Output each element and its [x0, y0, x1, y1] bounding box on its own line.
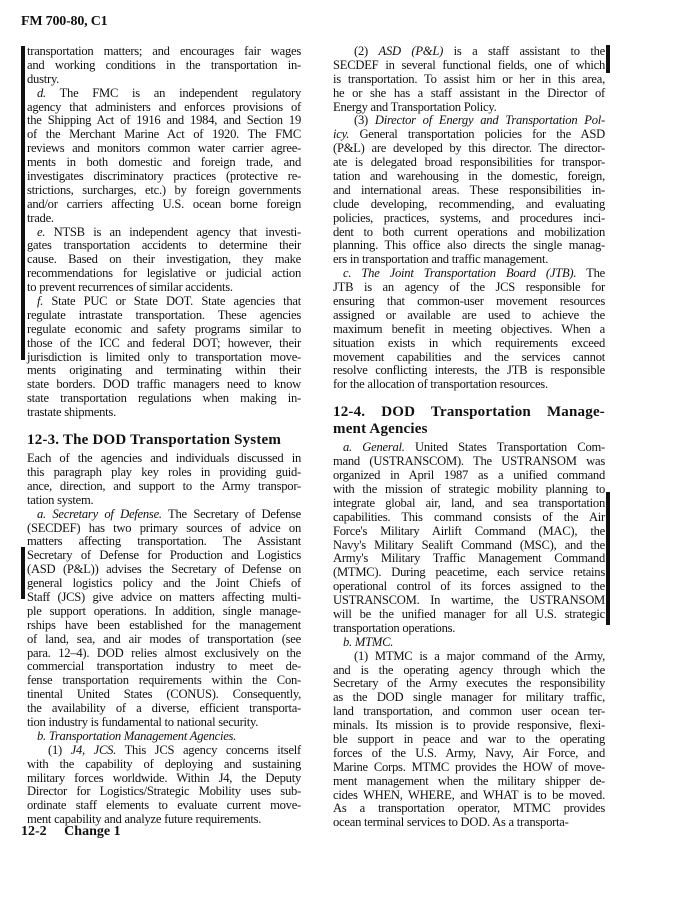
paragraph — [27, 295, 301, 420]
text-run: Marine Corps. MTMC provides the HOW of move- — [333, 759, 605, 774]
text-line — [27, 647, 301, 661]
text-run: forces of the U.S. Army, Navy, Air Force, and — [333, 745, 605, 760]
text-line — [27, 688, 301, 702]
text-run: fense transportation requirements within the Con- — [27, 673, 301, 688]
text-run: Force's Military Airlift Command (MAC), the — [333, 523, 605, 538]
italic-run: Director of Energy and Transportation Pol- — [374, 113, 605, 128]
paragraph — [333, 441, 605, 635]
text-line — [333, 184, 605, 198]
heading-line: ment Agencies — [333, 421, 428, 438]
paragraph — [333, 114, 605, 267]
change-bar — [606, 45, 610, 73]
text-line — [27, 392, 301, 406]
text-run: military forces worldwide. Within J4, the Deputy — [27, 770, 301, 785]
text-run: ments in both domestic and foreign trade, and — [27, 155, 301, 170]
text-line — [333, 650, 605, 664]
text-run: resolve conflicting interests, the JTB is responsible — [333, 363, 605, 378]
text-run: of land, sea, and air modes of transportation (see — [27, 631, 301, 646]
text-run: tinental United States (CONUS). Consequently, — [27, 687, 301, 702]
text-run: ensuring that common-user movement resources — [333, 294, 605, 309]
text-run: NTSB is an independent agency that investi- — [45, 224, 301, 239]
text-line — [27, 660, 301, 674]
text-line — [333, 608, 605, 622]
text-line — [27, 378, 301, 392]
paragraph — [27, 744, 301, 827]
text-run: As a transportation operator, MTMC provides — [333, 801, 605, 816]
text-line — [27, 730, 301, 744]
text-run: clude developing, recommending, and evaluating — [333, 196, 605, 211]
text-run: agency that administers and enforces provisions of — [27, 99, 301, 114]
text-line — [27, 674, 301, 688]
text-run: ble support in peace and war to the operating — [333, 731, 605, 746]
text-run: will be the unified manager for all U.S. strategic — [333, 606, 605, 621]
text-line — [333, 87, 605, 101]
text-line — [333, 281, 605, 295]
section-heading — [27, 432, 301, 449]
text-line — [27, 494, 301, 508]
text-line — [333, 323, 605, 337]
text-run: planning. This office also directs the single manag- — [333, 238, 605, 253]
text-line — [333, 73, 605, 87]
text-run: as the DOD single manager for military traffic, — [333, 690, 605, 705]
text-run: jurisdiction is limited only to transportation move- — [27, 349, 301, 364]
text-run: the Shipping Act of 1916 and 1984, and Section 19 — [27, 113, 301, 128]
text-run: Director for Logistics/Strategic Mobility uses sub- — [27, 784, 301, 799]
text-line — [333, 539, 605, 553]
paragraph — [27, 508, 301, 730]
change-label: Change 1 — [64, 824, 121, 839]
text-line — [333, 525, 605, 539]
text-run: This JCS agency concerns itself — [116, 742, 301, 757]
text-run: investigates discriminatory practices (protective re- — [27, 169, 301, 184]
text-run: is a staff assistant to the — [443, 44, 605, 58]
text-line — [27, 406, 301, 420]
text-run: JTB is an agency of the JCS responsible for — [333, 280, 605, 295]
text-run: is transportation. To assist him or her in this area, — [333, 71, 605, 86]
italic-run: f. — [37, 294, 44, 309]
text-line — [27, 212, 301, 226]
text-line — [333, 198, 605, 212]
paragraph — [333, 267, 605, 392]
text-line — [333, 747, 605, 761]
text-run: ance, direction, and support to the Army transpor- — [27, 478, 301, 493]
text-run: matters affecting transportation. The Assistant — [27, 534, 301, 549]
italic-run: e. — [37, 224, 46, 239]
text-run: ordinate staff elements to evaluate current move- — [27, 798, 301, 813]
text-line — [333, 483, 605, 497]
text-line — [333, 455, 605, 469]
text-line — [333, 691, 605, 705]
text-line — [333, 802, 605, 816]
text-line — [333, 267, 605, 281]
text-run: commercial transportation industry to meet de- — [27, 659, 301, 674]
text-run: gates transportation accidents to determine their — [27, 238, 301, 253]
text-run: general logistics policy and the Joint Chiefs of — [27, 576, 301, 591]
text-run: with the mission of strategic mobility planning to — [333, 481, 605, 496]
text-run: (3) — [354, 113, 375, 128]
change-bar — [21, 46, 25, 360]
text-line — [27, 87, 301, 101]
text-run: Secretary of the Army executes the responsibility — [333, 676, 605, 691]
text-line — [333, 441, 605, 455]
text-run: tion industry is fundamental to national security. — [27, 714, 259, 729]
italic-run: d. — [37, 85, 46, 100]
text-run: ocean terminal services to DOD. As a transporta- — [333, 815, 569, 830]
text-run: (MTMC). During peacetime, each service retains — [333, 565, 605, 580]
text-run: (SECDEF) has two primary sources of advice on — [27, 520, 301, 535]
text-run: Army's Military Traffic Management Command — [333, 551, 605, 566]
text-run: cides WHEN, WHERE, and WHAT is to be moved. — [333, 787, 605, 802]
text-run: and is the operating agency through which the — [333, 662, 605, 677]
text-run: movement capabilities and the services cannot — [333, 349, 605, 364]
text-run: he or she has a staff assistant in the Director of — [333, 85, 605, 100]
italic-run: J4, JCS. — [70, 742, 117, 757]
text-line — [333, 594, 605, 608]
change-bar — [21, 547, 25, 599]
text-run: State PUC or State DOT. State agencies that — [43, 294, 301, 309]
text-line — [333, 309, 605, 323]
text-run: (2) — [354, 44, 379, 58]
text-run: policies, practices, systems, and procedures inci- — [333, 210, 605, 225]
text-line — [333, 378, 605, 392]
text-run: land transportation, and common user ocean ter- — [333, 704, 605, 719]
text-run: state transportation regulations when making in- — [27, 391, 301, 406]
text-line — [27, 101, 301, 115]
text-line — [27, 508, 301, 522]
text-run: strictions, surcharges, etc.) by foreign governments — [27, 182, 301, 197]
text-line — [27, 577, 301, 591]
text-run: minals. Its mission is to provide responsive, flexi- — [333, 718, 605, 733]
text-line — [27, 522, 301, 536]
text-line — [27, 156, 301, 170]
text-run: The FMC is an independent regulatory — [45, 85, 301, 100]
text-line — [27, 799, 301, 813]
text-line — [333, 469, 605, 483]
text-line — [333, 295, 605, 309]
text-line — [333, 511, 605, 525]
text-line — [333, 552, 605, 566]
heading-line: 12-3. The DOD Transportation System — [27, 432, 282, 449]
text-line — [27, 281, 301, 295]
text-run: assigned or available are used to achieve the — [333, 307, 605, 322]
text-line — [27, 45, 301, 59]
change-bar — [606, 492, 610, 625]
text-line — [333, 156, 605, 170]
text-run: Each of the agencies and individuals discussed in — [27, 451, 301, 466]
text-line — [27, 226, 301, 240]
text-run: transportation matters; and encourages fair wages — [27, 44, 301, 58]
text-line — [333, 705, 605, 719]
left-column — [27, 45, 301, 827]
text-line — [27, 785, 301, 799]
text-line — [27, 702, 301, 716]
text-line — [27, 351, 301, 365]
text-run: of the Merchant Marine Act of 1920. The FMC — [27, 127, 301, 142]
text-run: and/or carriers affecting U.S. ocean borne foreign — [27, 196, 301, 211]
text-line — [27, 772, 301, 786]
section-heading — [333, 404, 605, 438]
text-line — [333, 816, 605, 830]
text-line — [333, 677, 605, 691]
paragraph — [333, 45, 605, 114]
text-run: Staff (JCS) give advice on matters affecting multi- — [27, 589, 301, 604]
text-run: with the capability of deploying and sustaining — [27, 756, 301, 771]
italic-run: b. MTMC. — [343, 634, 394, 649]
heading-line: 12-4. DOD Transportation Manage- — [333, 404, 605, 421]
italic-run: ASD (P&L) — [378, 44, 444, 58]
text-line — [333, 775, 605, 789]
text-run: ment management when the military shipper de- — [333, 773, 605, 788]
text-run: The Secretary of Defense — [161, 506, 301, 521]
text-line — [27, 114, 301, 128]
text-run: to prevent recurrences of similar accidents. — [27, 280, 233, 295]
text-run: Energy and Transportation Policy. — [333, 99, 497, 114]
text-line — [27, 563, 301, 577]
text-line — [27, 744, 301, 758]
text-line — [27, 605, 301, 619]
text-run: mand (USTRANSCOM). The USTRANSOM was — [333, 454, 605, 469]
text-line — [333, 114, 605, 128]
paragraph — [27, 452, 301, 508]
text-line — [27, 535, 301, 549]
text-line — [27, 267, 301, 281]
text-run: tation and warehousing in the domestic, foreign, — [333, 169, 605, 184]
paragraph — [333, 650, 605, 831]
text-line — [333, 761, 605, 775]
text-line — [333, 789, 605, 803]
page-footer — [21, 824, 135, 840]
text-line — [333, 351, 605, 365]
text-line — [27, 480, 301, 494]
text-run: ments originating and terminating within their — [27, 363, 301, 378]
paragraph — [27, 87, 301, 226]
text-run: and working conditions in the transportation in- — [27, 57, 301, 72]
text-run: SECDEF in several functional fields, one of which — [333, 57, 605, 72]
paragraph — [333, 636, 605, 650]
text-line — [333, 364, 605, 378]
text-line — [27, 239, 301, 253]
text-run: operational control of its forces assigned to the — [333, 579, 605, 594]
text-line — [27, 309, 301, 323]
text-run: organized in April 1987 as a unified command — [333, 468, 605, 483]
text-line — [333, 253, 605, 267]
text-run: capabilities. This command consists of the Air — [333, 509, 605, 524]
text-run: trade. — [27, 210, 54, 225]
text-line — [333, 580, 605, 594]
text-line — [333, 719, 605, 733]
italic-run: c. The Joint Transportation Board (JTB). — [343, 266, 577, 281]
text-run: (P&L) are developed by this director. The director- — [333, 141, 605, 156]
text-run: situation exists in which requirements exceed — [333, 335, 605, 350]
text-line — [333, 45, 605, 59]
text-line — [27, 591, 301, 605]
document-header: FM 700-80, C1 — [21, 14, 108, 29]
text-run: ment capability and analyze future requirements. — [27, 812, 262, 827]
text-run: (1) MTMC is a major command of the Army, — [354, 648, 605, 663]
italic-run: a. Secretary of Defense. — [37, 506, 162, 521]
text-run: Navy's Military Sealift Command (MSC), and the — [333, 537, 605, 552]
paragraph — [27, 45, 301, 87]
text-run: reviews and monitors common water carrier agree- — [27, 141, 301, 156]
text-line — [333, 101, 605, 115]
text-line — [27, 323, 301, 337]
text-run: ers in transportation and traffic management. — [333, 252, 549, 267]
text-line — [333, 733, 605, 747]
text-run: Secretary of Defense for Production and Logistics — [27, 548, 301, 563]
text-run: United States Transportation Com- — [404, 440, 605, 455]
text-run: rships have been established for the management — [27, 617, 301, 632]
text-line — [333, 497, 605, 511]
text-line — [333, 622, 605, 636]
text-run: tation system. — [27, 492, 94, 507]
text-run: maximum benefit in meeting objectives. When a — [333, 321, 605, 336]
text-run: para. 12–4). DOD relies almost exclusively on the — [27, 645, 301, 660]
paragraph — [27, 730, 301, 744]
text-run: transportation operations. — [333, 620, 456, 635]
text-line — [27, 170, 301, 184]
text-run: trastate shipments. — [27, 405, 116, 420]
text-line — [333, 212, 605, 226]
text-line — [27, 549, 301, 563]
text-line — [27, 716, 301, 730]
text-run: dent to both current operations and mobilization — [333, 224, 605, 239]
text-run: this paragraph play key roles in providing guid- — [27, 464, 301, 479]
text-line — [27, 295, 301, 309]
text-run: USTRANSCOM. In wartime, the USTRANSOM — [333, 593, 605, 608]
text-line — [27, 452, 301, 466]
text-line — [27, 758, 301, 772]
text-run: dustry. — [27, 71, 60, 86]
text-line — [27, 142, 301, 156]
paragraph — [27, 226, 301, 295]
text-line — [27, 73, 301, 87]
text-line — [333, 239, 605, 253]
text-run: General transportation policies for the ASD — [349, 127, 605, 142]
text-run: (1) — [48, 742, 71, 757]
text-line — [333, 226, 605, 240]
page-number: 12-2 — [21, 824, 47, 839]
text-line — [27, 337, 301, 351]
text-line — [333, 142, 605, 156]
text-line — [333, 170, 605, 184]
text-run: The — [576, 266, 605, 281]
italic-run: b. Transportation Management Agencies. — [37, 728, 237, 743]
text-run: state borders. DOD traffic managers need to know — [27, 377, 301, 392]
text-run: ate is delegated broad responsibilities for transpor- — [333, 155, 605, 170]
text-line — [333, 664, 605, 678]
text-line — [333, 636, 605, 650]
text-run: those of the ICC and federal DOT; however, their — [27, 335, 301, 350]
right-column — [333, 45, 605, 830]
text-line — [27, 619, 301, 633]
text-line — [333, 59, 605, 73]
italic-run: a. General. — [343, 440, 405, 455]
text-line — [333, 337, 605, 351]
text-run: regulate intrastate transportation. These agencies — [27, 307, 301, 322]
text-run: for the allocation of transportation resources. — [333, 377, 548, 392]
text-line — [27, 633, 301, 647]
text-run: (ASD (P&L)) advises the Secretary of Defense on — [27, 562, 301, 577]
text-line — [27, 198, 301, 212]
text-line — [27, 466, 301, 480]
text-line — [27, 253, 301, 267]
text-run: recommendations for legislative or judicial action — [27, 266, 301, 281]
text-line — [27, 364, 301, 378]
italic-run: icy. — [333, 127, 350, 142]
text-run: the availability of a diverse, efficient transporta- — [27, 701, 301, 716]
text-line — [27, 128, 301, 142]
text-line — [27, 184, 301, 198]
text-line — [27, 59, 301, 73]
text-run: integrate global air, land, and sea transportation — [333, 495, 605, 510]
text-line — [333, 566, 605, 580]
text-run: ple support operations. In addition, single manage- — [27, 603, 301, 618]
text-line — [333, 128, 605, 142]
text-run: cause. Based on their investigation, they make — [27, 252, 301, 267]
text-run: and international areas. These responsibilities in- — [333, 182, 605, 197]
text-run: regulate economic and safety programs similar to — [27, 321, 301, 336]
